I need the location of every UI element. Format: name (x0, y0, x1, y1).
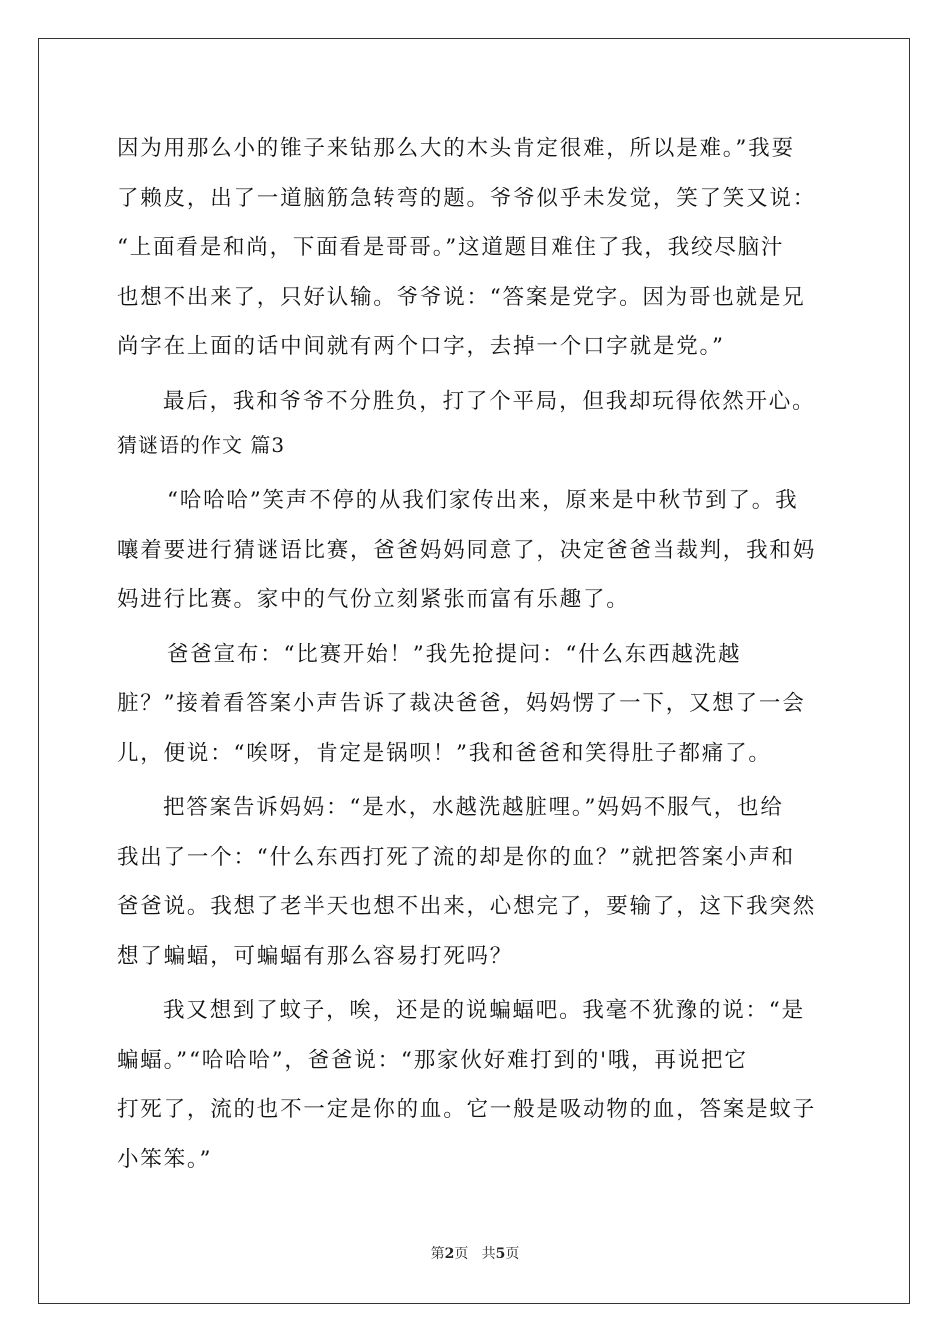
text-line: 小笨笨。” (117, 1146, 213, 1172)
text-line: “上面看是和尚，下面看是哥哥。”这道题目难住了我，我绞尽脑汁 (117, 235, 785, 260)
text-line: 把答案告诉妈妈：“是水，水越洗越脏哩。”妈妈不服气，也给 (163, 795, 784, 820)
total-prefix: 共 (481, 1246, 496, 1262)
text-line: 尚字在上面的话中间就有两个口字，去掉一个口字就是党。” (117, 334, 725, 359)
text-line: 嚷着要进行猜谜语比赛，爸爸妈妈同意了，决定爸爸当裁判，我和妈 (117, 537, 817, 563)
text-line: 我又想到了蚊子，唉，还是的说蝙蝠吧。我毫不犹豫的说：“是 (163, 998, 805, 1023)
paragraph (117, 630, 837, 779)
paragraph (117, 377, 837, 427)
section-heading (117, 426, 837, 464)
page-prefix: 第 (430, 1246, 445, 1262)
heading-text: 猜谜语的作文 篇3 (117, 433, 286, 457)
paragraph (117, 783, 837, 981)
paragraph (117, 986, 837, 1184)
text-line: 了赖皮，出了一道脑筋急转弯的题。爷爷似乎未发觉，笑了笑又说： (117, 185, 817, 211)
text-line: 打死了，流的也不一定是你的血。它一般是吸动物的血，答案是蚊子 (117, 1097, 817, 1122)
text-line: “哈哈哈”笑声不停的从我们家传出来，原来是中秋节到了。我 (167, 488, 799, 513)
text-line: 爸爸说。我想了老半天也想不出来，心想完了，要输了，这下我突然 (117, 894, 817, 919)
text-line: 儿，便说：“唉呀，肯定是锅呗！”我和爸爸和笑得肚子都痛了。 (117, 740, 772, 766)
text-line: 爸爸宣布：“比赛开始！”我先抢提问：“什么东西越洗越 (167, 641, 742, 667)
page-number: 2 (444, 1246, 455, 1262)
text-line: 脏？”接着看答案小声告诉了裁决爸爸，妈妈愣了一下，又想了一会 (117, 691, 806, 716)
total-suffix: 页 (505, 1246, 520, 1262)
total-pages: 5 (495, 1246, 506, 1262)
text-line: 蝙蝠。”“哈哈哈”，爸爸说：“那家伙好难打到的'哦，再说把它 (117, 1047, 748, 1073)
text-line: 最后，我和爷爷不分胜负，打了个平局，但我却玩得依然开心。 (163, 388, 816, 414)
document-body (117, 124, 837, 1184)
text-line: 也想不出来了，只好认输。爷爷说：“答案是党字。因为哥也就是兄 (117, 284, 806, 310)
text-line: 我出了一个：“什么东西打死了流的却是你的血？”就把答案小声和 (117, 844, 795, 870)
page-footer (0, 1243, 950, 1263)
paragraph (117, 124, 837, 372)
page-suffix: 页 (454, 1246, 469, 1262)
text-line: 妈进行比赛。家中的气份立刻紧张而富有乐趣了。 (117, 587, 630, 612)
text-line: 想了蝙蝠，可蝙蝠有那么容易打死吗？ (117, 943, 514, 969)
text-line: 因为用那么小的锥子来钻那么大的木头肯定很难，所以是难。”我耍 (117, 136, 795, 161)
paragraph (117, 476, 837, 625)
